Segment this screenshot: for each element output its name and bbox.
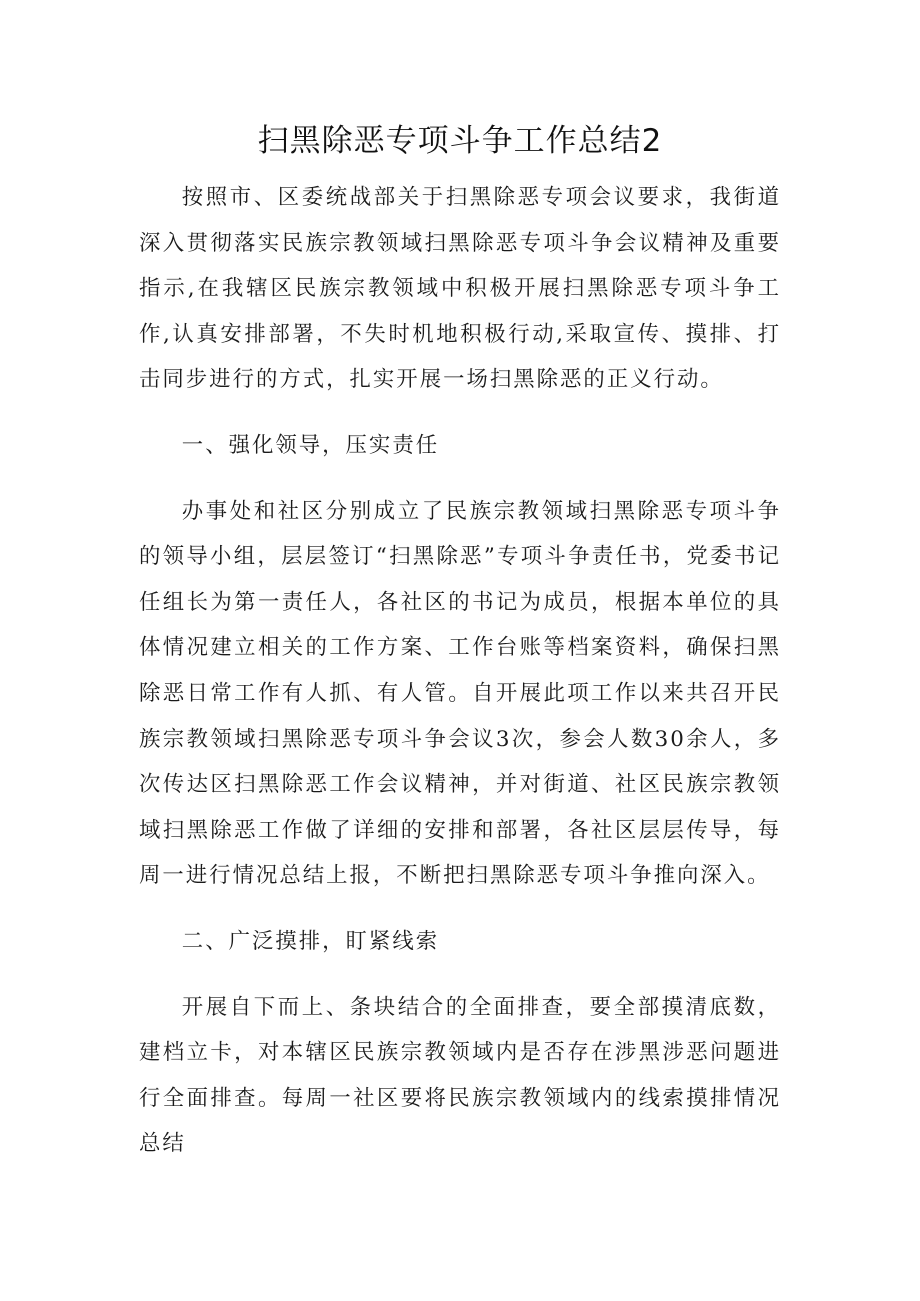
paragraph-section-2: 开展自下而上、条块结合的全面排查，要全部摸清底数，建档立卡，对本辖区民族宗教领域内是否存在涉黑涉恶问题进行全面排查。每周一社区要将民族宗教领域内的线索摸排情况总结 — [139, 994, 781, 1157]
document-title: 扫黑除恶专项斗争工作总结2 — [257, 123, 663, 159]
section-heading-1: 一、强化领导，压实责任 — [181, 432, 440, 458]
document-body — [139, 175, 781, 1167]
paragraph-section-1: 办事处和社区分别成立了民族宗教领域扫黑除恶专项斗争的领导小组，层层签订“扫黑除恶”专项斗争责任书，党委书记任组长为第一责任人，各社区的书记为成员，根据本单位的具体情况建立相关的工作方案、工作台账等档案资料，确保扫黑除恶日常工作有人抓、有人管。自开展此项工作以来共召开民族宗教领域扫黑除恶专项斗争会议3次，参会人数30余人，多次传达区扫黑除恶工作会议精神，并对街道、社区民族宗教领域扫黑除恶工作做了详细的安排和部署，各社区层层传导，每周一进行情况总结上报，不断把扫黑除恶专项斗争推向深入。 — [139, 498, 781, 889]
section-heading-2: 二、广泛摸排，盯紧线索 — [181, 928, 440, 954]
paragraph-intro: 按照市、区委统战部关于扫黑除恶专项会议要求，我街道深入贯彻落实民族宗教领域扫黑除恶专项斗争会议精神及重要指示,在我辖区民族宗教领域中积极开展扫黑除恶专项斗争工作,认真安排部署，不失时机地积极行动,采取宣传、摸排、打击同步进行的方式，扎实开展一场扫黑除恶的正义行动。 — [139, 185, 781, 393]
